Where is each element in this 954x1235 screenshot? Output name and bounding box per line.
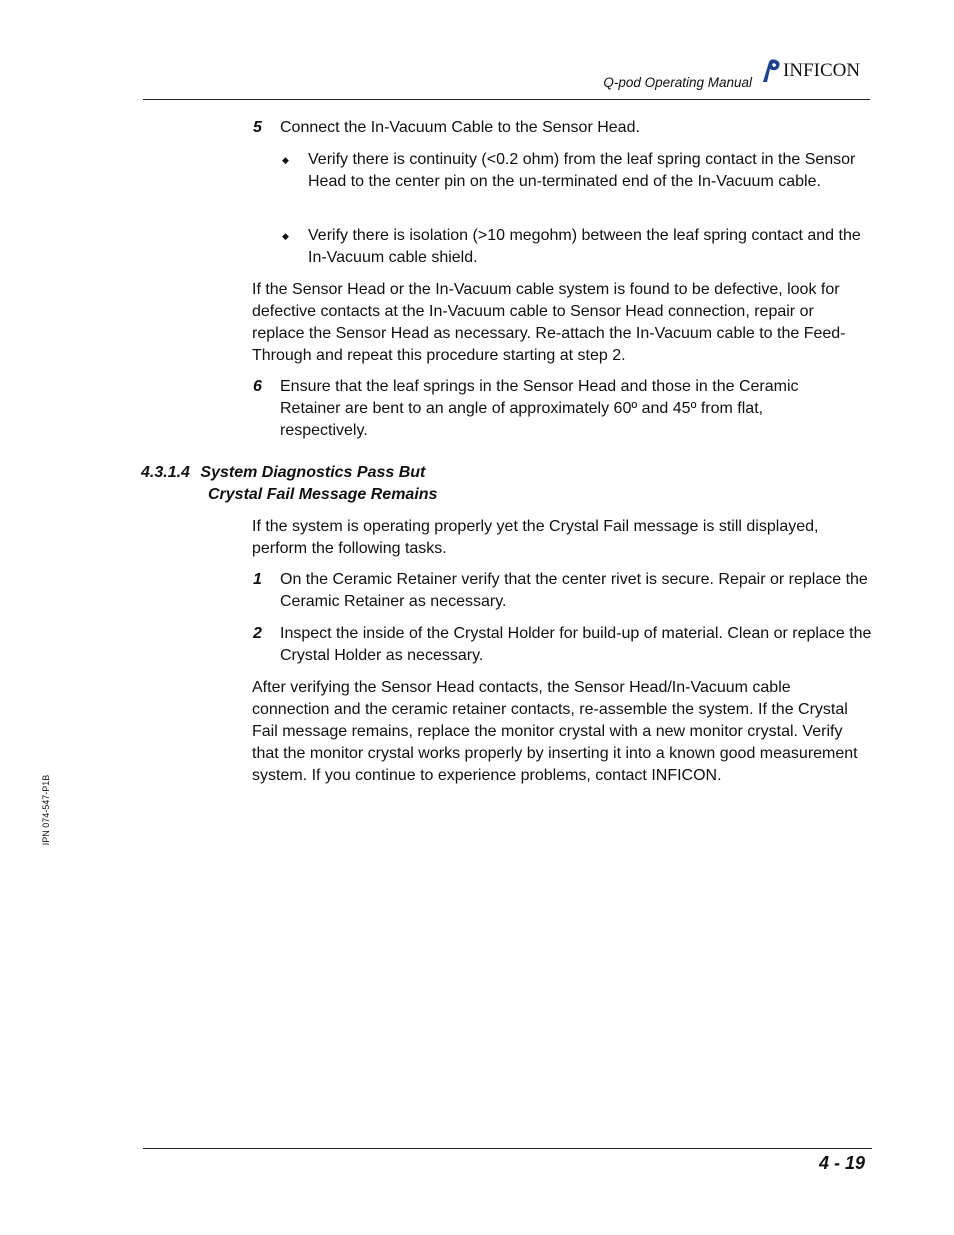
logo-text: INFICON [783,60,861,81]
step-5-text: Connect the In-Vacuum Cable to the Sensor Head. [280,119,640,136]
paragraph-defective: If the Sensor Head or the In-Vacuum cable system is found to be defective, look for defective contacts at the In-Vacuum cable to Sensor Head connection, repair or replace the Sensor Head as necessary. Re-attach the In-Vacuum cable to the Feed-Through and repeat this procedure starting at step 2. [252,281,846,364]
section-intro: If the system is operating properly yet the Crystal Fail message is still displayed, perform the following tasks. [252,518,819,557]
company-logo [760,58,860,84]
section-step-2-text: Inspect the inside of the Crystal Holder for build-up of material. Clean or replace the Crystal Holder as necessary. [280,625,872,664]
step-5-bullet-1: Verify there is continuity (<0.2 ohm) from the leaf spring contact in the Sensor Head to the center pin on the un-terminated end of the In-Vacuum cable. [308,151,856,190]
section-heading [141,462,425,484]
section-step-1-text: On the Ceramic Retainer verify that the center rivet is secure. Repair or replace the Ceramic Retainer as necessary. [280,571,868,610]
diamond-bullet-icon: ◆ [282,231,289,241]
section-step-1-number: 1 [253,571,262,588]
footer-rule [143,1148,872,1149]
section-title-line-1: System Diagnostics Pass But [200,464,426,481]
section-step-2-number: 2 [253,625,262,642]
inficon-logo-icon [760,59,782,83]
section-closing: After verifying the Sensor Head contacts, the Sensor Head/In-Vacuum cable connection and the ceramic retainer contacts, re-assemble the system. If the Crystal Fail message remains, replace the monitor crystal with a new monitor crystal. Verify that the monitor crystal works properly by inserting it into a known good measurement system. If you continue to experience problems, contact INFICON. [252,679,858,784]
header-rule [143,99,870,100]
document-code: IPN 074-547-P1B [41,774,51,846]
section-number: 4.3.1.4 [141,464,190,481]
section-title-line-2: Crystal Fail Message Remains [208,486,438,503]
diamond-bullet-icon: ◆ [282,155,289,165]
step-6-number: 6 [253,378,262,395]
page-number: 4 - 19 [818,1153,865,1173]
manual-title: Q-pod Operating Manual [603,75,752,90]
step-5-number: 5 [253,119,262,136]
step-5-bullet-2: Verify there is isolation (>10 megohm) between the leaf spring contact and the In-Vacuum cable shield. [308,227,861,266]
step-6-text: Ensure that the leaf springs in the Sensor Head and those in the Ceramic Retainer are bent to an angle of approximately 60º and 45º from flat, respectively. [280,378,799,439]
